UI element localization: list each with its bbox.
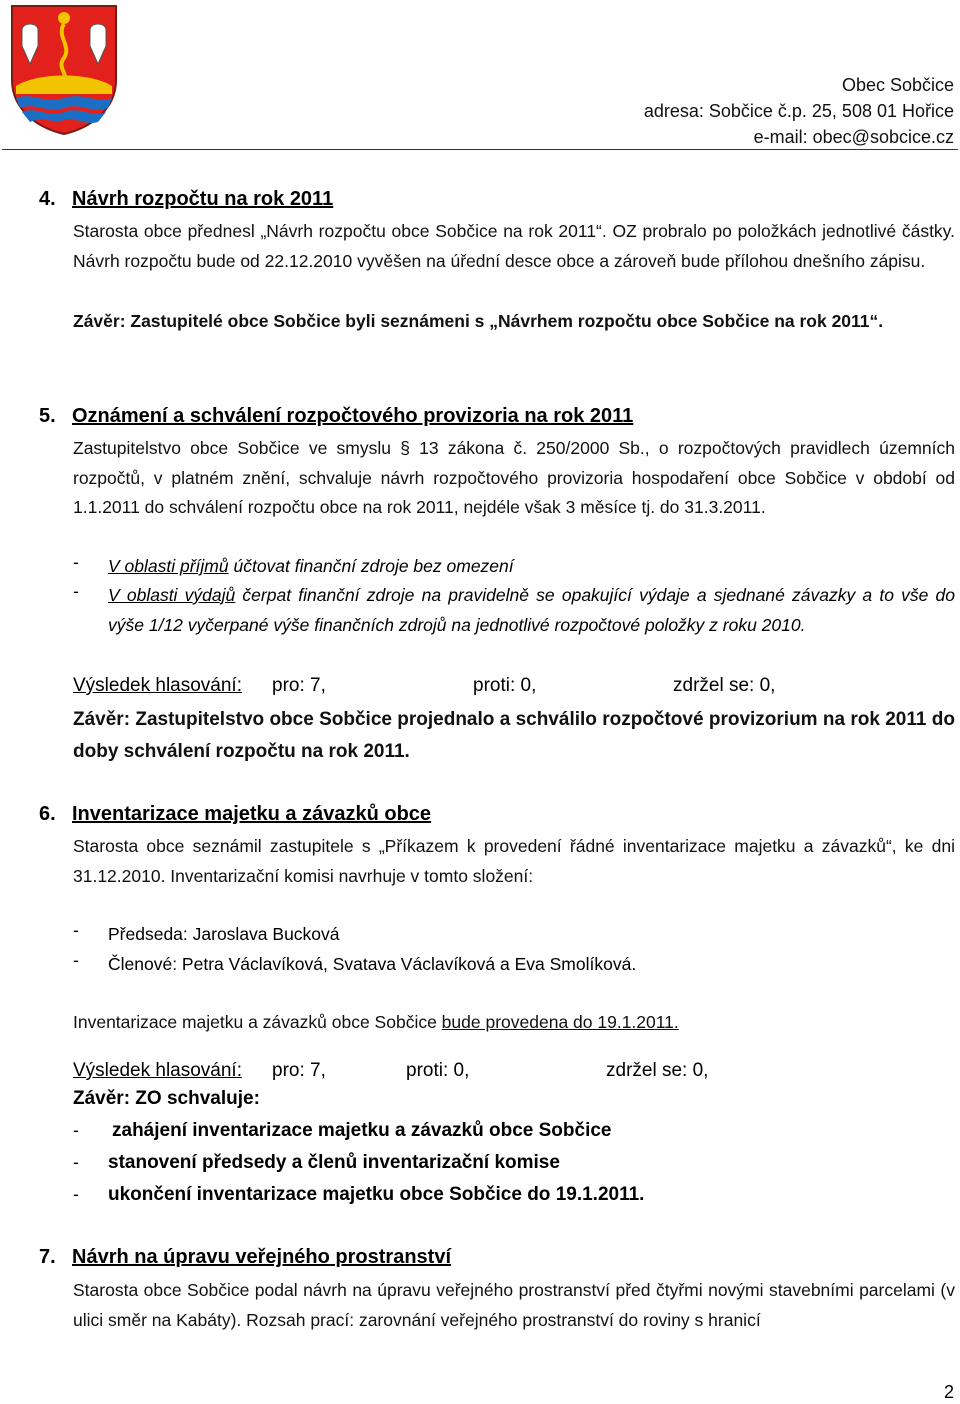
header-divider <box>2 149 958 150</box>
page-number: 2 <box>943 1382 954 1402</box>
vote-proti: proti: 0, <box>473 675 537 696</box>
vote-zdrzel: zdržel se: 0, <box>673 675 776 696</box>
section-5-text: Zastupitelstvo obce Sobčice ve smyslu § 13 zákona č. 250/2000 Sb., o rozpočtových pravidlech územních rozpočtů, v platném znění, schvaluje návrh rozpočtového provizoria hospodaření obce Sobčice v období od 1.1.2011 do schválení rozpočtu obce na rok 2011, nejdéle však 3 měsíce tj. do 31.3.2011. <box>73 438 955 517</box>
municipal-crest-icon <box>8 2 120 136</box>
section-4-number: 4. <box>39 188 56 210</box>
approval-item-1: zahájení inventarizace majetku a závazků obce Sobčice <box>112 1120 612 1141</box>
income-text: účtovat finanční zdroje bez omezení <box>228 556 514 576</box>
section-4-title: Návrh rozpočtu na rok 2011 <box>72 188 334 210</box>
inventory-deadline <box>73 1008 955 1038</box>
provizorium-item-expenses <box>108 581 955 640</box>
org-email: e-mail: obec@sobcice.cz <box>753 127 954 147</box>
section-5-title: Oznámení a schválení rozpočtového provizoria na rok 2011 <box>72 405 634 427</box>
expenses-text: čerpat finanční zdroje na pravidelně se opakující výdaje a sjednané závazky a to vše do výše 1/12 vyčerpané výše finančních zdrojů na jednotlivé rozpočtové položky z roku 2010. <box>108 585 956 635</box>
vote-label: Výsledek hlasování: <box>73 1060 242 1081</box>
list-dash: - <box>73 1120 79 1140</box>
committee-members: Členové: Petra Václavíková, Svatava Václavíková a Eva Smolíková. <box>108 954 637 974</box>
section-7-number: 7. <box>39 1246 56 1268</box>
header-address-block <box>644 72 954 150</box>
org-address: adresa: Sobčice č.p. 25, 508 01 Hořice <box>643 101 954 121</box>
inventory-date: bude provedena do 19.1.2011. <box>441 1012 679 1032</box>
vote-label: Výsledek hlasování: <box>73 675 242 696</box>
committee-chair: Předseda: Jaroslava Bucková <box>108 924 340 944</box>
org-name: Obec Sobčice <box>841 75 954 95</box>
section-4-conclusion: Závěr: Zastupitelé obce Sobčice byli seznámeni s „Návrhem rozpočtu obce Sobčice na rok 2011“. <box>73 311 884 331</box>
list-dash: - <box>73 1184 79 1204</box>
income-label: V oblasti příjmů <box>108 556 229 576</box>
provizorium-item-income <box>108 552 955 582</box>
section-6-number: 6. <box>39 803 56 825</box>
section-7-title: Návrh na úpravu veřejného prostranství <box>72 1246 452 1268</box>
section-5-number: 5. <box>39 405 56 427</box>
section-5-conclusion: Závěr: Zastupitelstvo obce Sobčice projednalo a schválilo rozpočtové provizorium na rok 2011 do doby schválení rozpočtu na rok 2011. <box>73 709 955 762</box>
vote-pro: pro: 7, <box>272 1060 326 1081</box>
section-4-text: Starosta obce přednesl „Návrh rozpočtu obce Sobčice na rok 2011“. OZ probralo po položkách jednotlivé částky. Návrh rozpočtu bude od 22.12.2010 vyvěšen na úřední desce obce a zároveň bude přílohou dnešního zápisu. <box>73 221 955 271</box>
section-7-text: Starosta obce Sobčice podal návrh na úpravu veřejného prostranství před čtyřmi novými stavebními parcelami (v ulici směr na Kabáty). Rozsah prací: zarovnání veřejného prostranství do roviny s hranicí <box>73 1280 955 1330</box>
approval-item-2: stanovení předsedy a členů inventarizační komise <box>108 1152 560 1173</box>
list-dash: - <box>73 552 79 572</box>
section-6-conclusion-title: Závěr: ZO schvaluje: <box>73 1088 260 1109</box>
list-dash: - <box>73 581 79 601</box>
list-dash: - <box>73 920 79 940</box>
vote-zdrzel: zdržel se: 0, <box>606 1060 709 1081</box>
vote-proti: proti: 0, <box>406 1060 470 1081</box>
section-6-title: Inventarizace majetku a závazků obce <box>72 803 432 825</box>
inventory-text: Inventarizace majetku a závazků obce Sobčice <box>73 1012 442 1032</box>
list-dash: - <box>73 1152 79 1172</box>
list-dash: - <box>73 950 79 970</box>
approval-item-3: ukončení inventarizace majetku obce Sobčice do 19.1.2011. <box>108 1184 645 1205</box>
section-6-text: Starosta obce seznámil zastupitele s „Příkazem k provedení řádné inventarizace majetku a závazků“, ke dni 31.12.2010. Inventarizační komisi navrhuje v tomto složení: <box>73 836 955 886</box>
expenses-label: V oblasti výdajů <box>108 585 236 605</box>
vote-pro: pro: 7, <box>272 675 326 696</box>
